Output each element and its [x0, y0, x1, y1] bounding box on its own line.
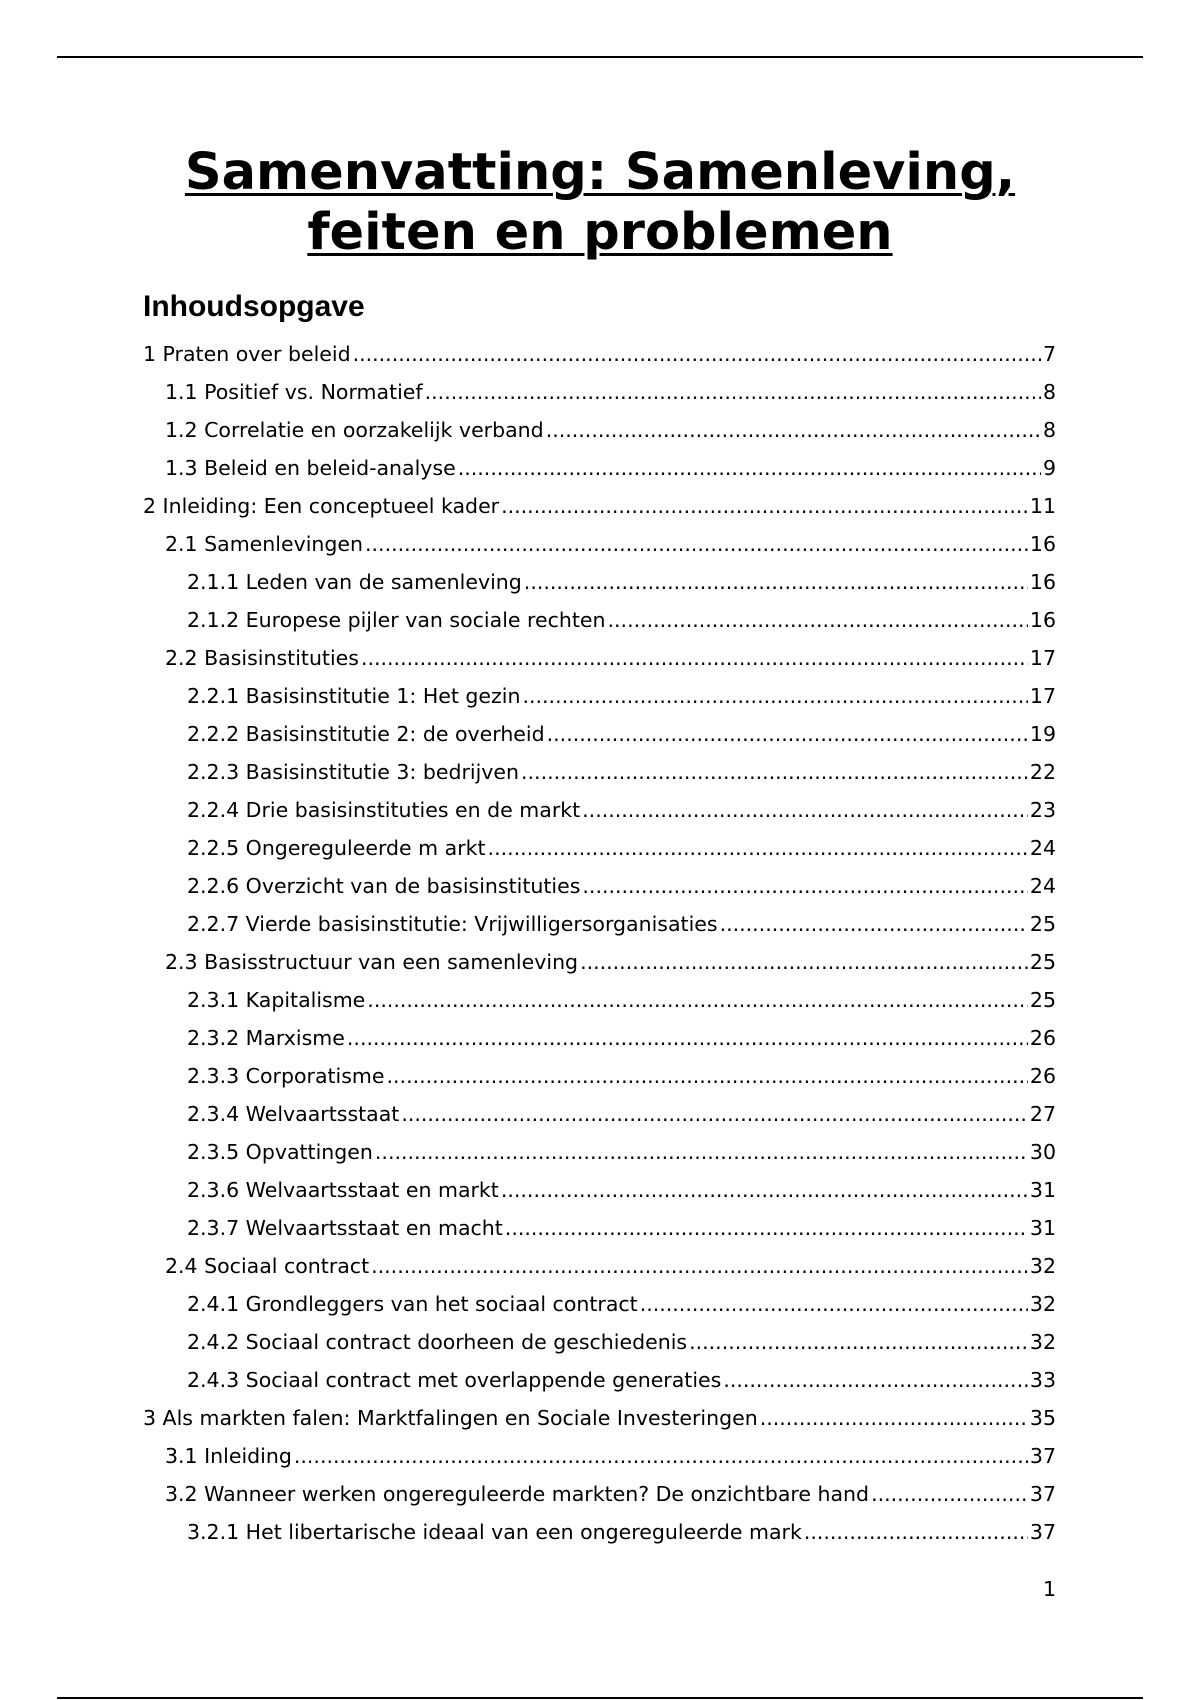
toc-entry[interactable]	[143, 639, 1056, 677]
toc-entry-label: 2.2.6 Overzicht van de basisinstituties	[187, 874, 581, 898]
toc-dot-leader	[387, 1057, 1028, 1095]
toc-entry-label: 2.3.3 Corporatisme	[187, 1064, 385, 1088]
toc-entry[interactable]	[143, 335, 1056, 373]
toc-entry-label: 2.1.1 Leden van de samenleving	[187, 570, 522, 594]
toc-dot-leader	[804, 1513, 1028, 1551]
toc-entry[interactable]	[143, 1209, 1056, 1247]
toc-entry-label: 1.1 Positief vs. Normatief	[165, 380, 423, 404]
toc-entry-label: 2.2.5 Ongereguleerde m arkt	[187, 836, 486, 860]
toc-entry[interactable]	[143, 1095, 1056, 1133]
toc-dot-leader	[367, 981, 1028, 1019]
toc-entry[interactable]	[143, 411, 1056, 449]
toc-entry-label: 3.2.1 Het libertarische ideaal van een ongereguleerde mark	[187, 1520, 802, 1544]
toc-dot-leader	[582, 867, 1028, 905]
toc-entry-page: 17	[1029, 684, 1056, 708]
toc-dot-leader	[689, 1323, 1028, 1361]
toc-dot-leader	[347, 1019, 1028, 1057]
toc-entry-page: 11	[1029, 494, 1056, 518]
toc-dot-leader	[522, 677, 1027, 715]
toc-entry-label: 2.2.4 Drie basisinstituties en de markt	[187, 798, 581, 822]
toc-dot-leader	[294, 1437, 1028, 1475]
toc-dot-leader	[720, 905, 1028, 943]
toc-entry[interactable]	[143, 1247, 1056, 1285]
toc-entry-page: 31	[1029, 1178, 1056, 1202]
toc-entry[interactable]	[143, 1019, 1056, 1057]
toc-entry-page: 32	[1029, 1254, 1056, 1278]
toc-dot-leader	[501, 487, 1028, 525]
toc-entry-page: 32	[1029, 1292, 1056, 1316]
toc-dot-leader	[505, 1209, 1028, 1247]
toc-entry[interactable]	[143, 943, 1056, 981]
toc-entry-page: 25	[1029, 950, 1056, 974]
toc-entry-label: 2.2.2 Basisinstitutie 2: de overheid	[187, 722, 545, 746]
toc-entry[interactable]	[143, 1133, 1056, 1171]
toc-dot-leader	[547, 715, 1028, 753]
toc-entry[interactable]	[143, 1399, 1056, 1437]
page-number: 1	[1042, 1577, 1056, 1601]
toc-entry[interactable]	[143, 449, 1056, 487]
toc-dot-leader	[371, 1247, 1028, 1285]
toc-entry-page: 9	[1042, 456, 1056, 480]
toc-entry-label: 1.3 Beleid en beleid-analyse	[165, 456, 456, 480]
toc-dot-leader	[871, 1475, 1028, 1513]
toc-entry[interactable]	[143, 715, 1056, 753]
toc-entry-page: 33	[1029, 1368, 1056, 1392]
toc-entry-label: 2.2.3 Basisinstitutie 3: bedrijven	[187, 760, 520, 784]
toc-entry[interactable]	[143, 1323, 1056, 1361]
toc-entry-label: 3.1 Inleiding	[165, 1444, 292, 1468]
toc-entry[interactable]	[143, 1437, 1056, 1475]
toc-entry[interactable]	[143, 1285, 1056, 1323]
toc-dot-leader	[375, 1133, 1028, 1171]
toc-dot-leader	[524, 563, 1028, 601]
toc-entry[interactable]	[143, 1475, 1056, 1513]
toc-entry-label: 2.3 Basisstructuur van een samenleving	[165, 950, 579, 974]
toc-entry-page: 25	[1029, 912, 1056, 936]
toc-dot-leader	[353, 335, 1041, 373]
toc-entry[interactable]	[143, 1361, 1056, 1399]
toc-entry-page: 26	[1029, 1026, 1056, 1050]
toc-dot-leader	[521, 753, 1028, 791]
toc-entry-label: 2.3.5 Opvattingen	[187, 1140, 373, 1164]
toc-entry[interactable]	[143, 487, 1056, 525]
toc-entry-page: 7	[1042, 342, 1056, 366]
toc-entry-label: 1.2 Correlatie en oorzakelijk verband	[165, 418, 544, 442]
toc-dot-leader	[640, 1285, 1028, 1323]
toc-entry-label: 1 Praten over beleid	[143, 342, 351, 366]
toc-dot-leader	[361, 639, 1028, 677]
toc-entry[interactable]	[143, 791, 1056, 829]
toc-entry-page: 22	[1029, 760, 1056, 784]
title-line-1: Samenvatting: Samenleving,	[184, 143, 1016, 202]
toc-dot-leader	[608, 601, 1028, 639]
toc-dot-leader	[425, 373, 1041, 411]
toc-entry-page: 23	[1029, 798, 1056, 822]
toc-entry-label: 2 Inleiding: Een conceptueel kader	[143, 494, 500, 518]
toc-dot-leader	[582, 791, 1028, 829]
toc-dot-leader	[546, 411, 1041, 449]
toc-entry-page: 24	[1029, 836, 1056, 860]
toc-entry-label: 2.3.7 Welvaartsstaat en macht	[187, 1216, 503, 1240]
toc-entry-page: 30	[1029, 1140, 1056, 1164]
toc-entry-label: 2.2.7 Vierde basisinstitutie: Vrijwilligersorganisaties	[187, 912, 718, 936]
toc-dot-leader	[501, 1171, 1028, 1209]
toc-entry-page: 35	[1029, 1406, 1056, 1430]
toc-entry-page: 27	[1029, 1102, 1056, 1126]
toc-entry[interactable]	[143, 677, 1056, 715]
toc-dot-leader	[458, 449, 1041, 487]
toc-entry[interactable]	[143, 905, 1056, 943]
toc-entry-label: 2.3.1 Kapitalisme	[187, 988, 366, 1012]
toc-entry-label: 2.4.3 Sociaal contract met overlappende generaties	[187, 1368, 722, 1392]
toc-heading: Inhoudsopgave	[143, 290, 365, 323]
toc-entry[interactable]	[143, 525, 1056, 563]
toc-entry-page: 37	[1029, 1520, 1056, 1544]
toc-entry[interactable]	[143, 829, 1056, 867]
toc-dot-leader	[580, 943, 1028, 981]
toc-entry[interactable]	[143, 753, 1056, 791]
toc-entry-page: 8	[1042, 418, 1056, 442]
toc-entry-page: 24	[1029, 874, 1056, 898]
toc-entry-page: 25	[1029, 988, 1056, 1012]
toc-entry-page: 32	[1029, 1330, 1056, 1354]
toc-entry[interactable]	[143, 601, 1056, 639]
toc-entry-label: 2.4 Sociaal contract	[165, 1254, 370, 1278]
toc-entry-page: 17	[1029, 646, 1056, 670]
footer-rule	[57, 1697, 1143, 1699]
document-title	[120, 143, 1080, 263]
toc-entry-label: 2.3.2 Marxisme	[187, 1026, 345, 1050]
toc-entry-page: 16	[1029, 608, 1056, 632]
title-line-2: feiten en problemen	[307, 203, 893, 262]
toc-entry-page: 16	[1029, 570, 1056, 594]
toc-entry[interactable]	[143, 1171, 1056, 1209]
toc-entry-page: 19	[1029, 722, 1056, 746]
toc-entry-label: 2.1.2 Europese pijler van sociale rechten	[187, 608, 606, 632]
toc-entry-label: 3 Als markten falen: Marktfalingen en Sociale Investeringen	[143, 1406, 758, 1430]
toc-dot-leader	[723, 1361, 1028, 1399]
toc-entry[interactable]	[143, 1057, 1056, 1095]
toc-entry-page: 26	[1029, 1064, 1056, 1088]
toc-entry-label: 2.4.1 Grondleggers van het sociaal contract	[187, 1292, 638, 1316]
toc-entry-label: 2.1 Samenlevingen	[165, 532, 364, 556]
toc-entry-page: 37	[1029, 1444, 1056, 1468]
toc-entry-label: 3.2 Wanneer werken ongereguleerde markten? De onzichtbare hand	[165, 1482, 870, 1506]
header-rule	[57, 56, 1143, 58]
toc-entry-label: 2.3.4 Welvaartsstaat	[187, 1102, 400, 1126]
toc-dot-leader	[365, 525, 1028, 563]
toc-entry[interactable]	[143, 373, 1056, 411]
toc-dot-leader	[760, 1399, 1028, 1437]
toc-entry-label: 2.3.6 Welvaartsstaat en markt	[187, 1178, 499, 1202]
toc-entry[interactable]	[143, 981, 1056, 1019]
toc-entry-page: 37	[1029, 1482, 1056, 1506]
toc-entry[interactable]	[143, 563, 1056, 601]
toc-entry-page: 16	[1029, 532, 1056, 556]
toc-entry[interactable]	[143, 1513, 1056, 1551]
toc-dot-leader	[401, 1095, 1028, 1133]
toc-entry-label: 2.2 Basisinstituties	[165, 646, 359, 670]
toc-entry-page: 31	[1029, 1216, 1056, 1240]
table-of-contents	[143, 335, 1056, 1551]
toc-entry[interactable]	[143, 867, 1056, 905]
toc-dot-leader	[488, 829, 1028, 867]
toc-entry-label: 2.2.1 Basisinstitutie 1: Het gezin	[187, 684, 521, 708]
toc-entry-page: 8	[1042, 380, 1056, 404]
toc-entry-label: 2.4.2 Sociaal contract doorheen de geschiedenis	[187, 1330, 688, 1354]
